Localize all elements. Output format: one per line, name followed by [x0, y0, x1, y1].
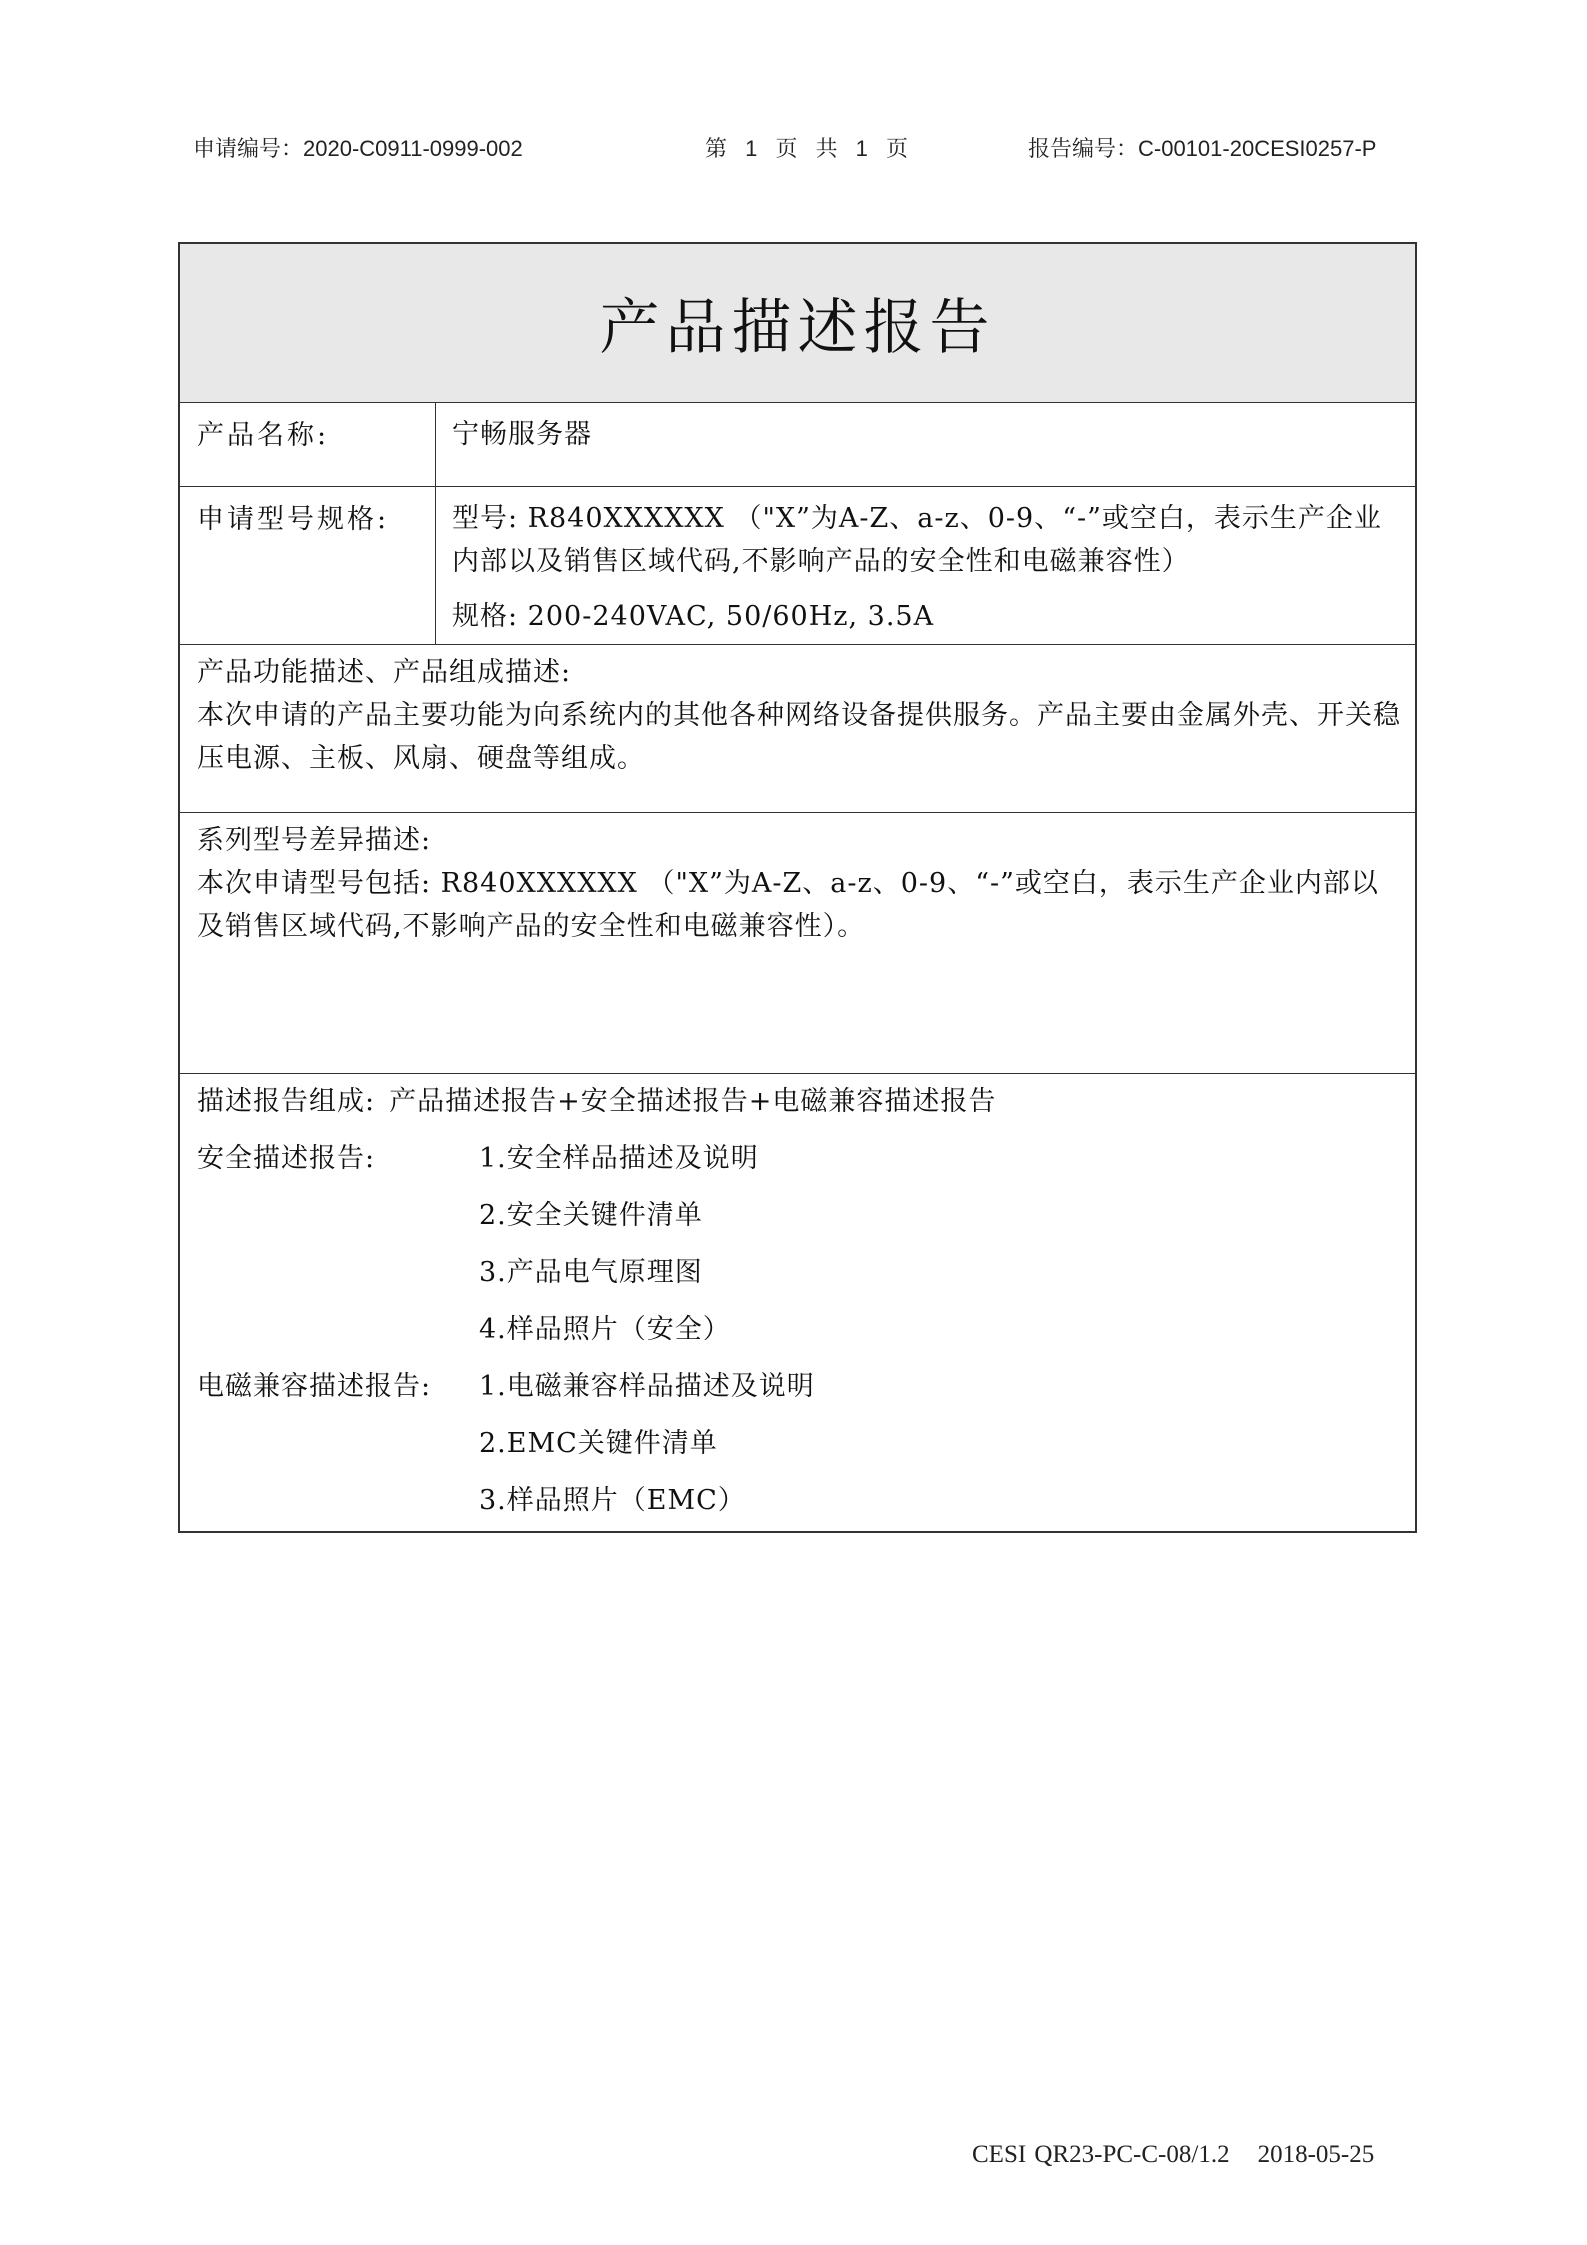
- safety-item: 3.产品电气原理图: [479, 1257, 703, 1288]
- footer-date: 2018-05-25: [1257, 2141, 1375, 2168]
- report-title: 产品描述报告: [180, 244, 1415, 403]
- emc-item: 1.电磁兼容样品描述及说明: [479, 1371, 815, 1402]
- page-info: 第 1 页 共 1 页: [705, 136, 915, 161]
- model-spec-label: 申请型号规格:: [180, 487, 436, 644]
- emc-report-line: [197, 1422, 1401, 1479]
- emc-report-label: 电磁兼容描述报告:: [197, 1371, 432, 1402]
- composition-row: [180, 1074, 1415, 1531]
- page-footer: [972, 2141, 1374, 2169]
- application-number: 申请编号：2020-C0911-0999-002: [193, 136, 523, 161]
- safety-report-line: [197, 1308, 1401, 1365]
- page-header: [0, 132, 1587, 166]
- report-number: 报告编号：C-00101-20CESI0257-P: [1028, 136, 1377, 161]
- safety-item: 4.样品照片（安全）: [479, 1314, 731, 1345]
- function-desc-row: [180, 645, 1415, 813]
- safety-report-label: 安全描述报告:: [197, 1143, 376, 1174]
- model-spec-value: [436, 487, 1415, 644]
- safety-report-line: [197, 1137, 1401, 1194]
- composition-value: 产品描述报告+安全描述报告+电磁兼容描述报告: [389, 1086, 997, 1117]
- product-name-value: 宁畅服务器: [452, 419, 592, 450]
- composition-label: 描述报告组成:: [197, 1086, 376, 1117]
- composition-line: [197, 1080, 1401, 1137]
- report-table: [178, 242, 1417, 1533]
- series-desc-text: 本次申请型号包括: R840XXXXXX （"X”为A-Z、a-z、0-9、“-”或空白，表示生产企业内部以及销售区域代码,不影响产品的安全性和电磁兼容性）。: [197, 868, 1379, 942]
- safety-report-line: [197, 1251, 1401, 1308]
- form-code: CESI QR23-PC-C-08/1.2: [972, 2141, 1230, 2168]
- emc-report-line: [197, 1365, 1401, 1422]
- series-desc-row: [180, 813, 1415, 1074]
- series-desc-label: 系列型号差异描述:: [197, 825, 432, 856]
- emc-report-line: [197, 1479, 1401, 1536]
- function-desc-label: 产品功能描述、产品组成描述:: [197, 657, 572, 688]
- function-desc-text: 本次申请的产品主要功能为向系统内的其他各种网络设备提供服务。产品主要由金属外壳、开关稳压电源、主板、风扇、硬盘等组成。: [197, 700, 1401, 774]
- model-spec-row: [180, 487, 1415, 645]
- emc-item: 3.样品照片（EMC）: [479, 1485, 746, 1516]
- spec-text: 规格: 200-240VAC, 50/60Hz, 3.5A: [452, 601, 935, 632]
- model-text: 型号: R840XXXXXX （"X”为A-Z、a-z、0-9、“-”或空白，表示生产企业内部以及销售区域代码,不影响产品的安全性和电磁兼容性）: [452, 503, 1382, 577]
- safety-item: 2.安全关键件清单: [479, 1200, 703, 1231]
- emc-item: 2.EMC关键件清单: [479, 1428, 718, 1459]
- safety-item: 1.安全样品描述及说明: [479, 1143, 759, 1174]
- safety-report-line: [197, 1194, 1401, 1251]
- product-name-label: 产品名称:: [180, 403, 436, 486]
- product-name-row: [180, 403, 1415, 487]
